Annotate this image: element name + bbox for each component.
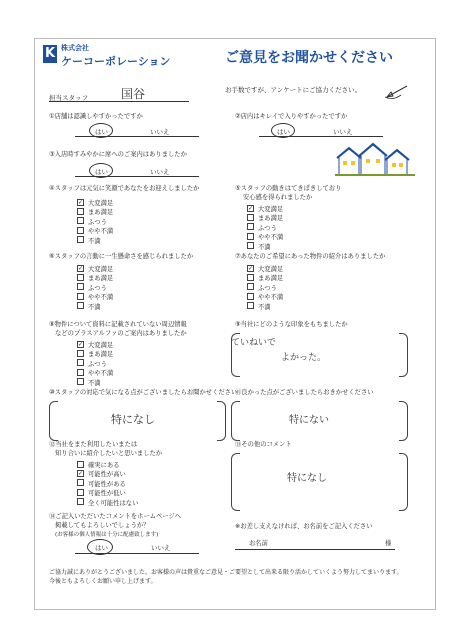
q6-options (77, 265, 113, 312)
q8-option[interactable]: やや不満 (77, 369, 113, 378)
q1-line (75, 136, 199, 137)
checkbox-icon (77, 274, 84, 281)
company-logo-icon: K (44, 46, 56, 61)
question-14-line2: 掲載してもよろしいでしょうか？ (55, 522, 150, 529)
company-prefix: 株式会社 (61, 44, 89, 52)
checkbox-icon (247, 223, 254, 230)
q12-option[interactable]: ✓ 可能性が高い (78, 469, 126, 479)
q6-option[interactable]: やや不満 (77, 293, 113, 302)
question-8-line2: などのプラスアルファのご案内はありましたか (55, 330, 187, 337)
q5-option[interactable]: 不満 (247, 243, 283, 252)
question-1: ①店舗は認識しやすかったですか (49, 113, 143, 120)
q13-bracket-right (399, 453, 408, 511)
question-8: ⑧物件について資料に記載されていない周辺情報 (49, 321, 187, 328)
q13-answer[interactable]: 特になし (287, 473, 327, 484)
question-9: ⑨当社にどのような印象をもちましたか (235, 321, 348, 328)
checkbox-icon (77, 302, 84, 309)
question-5-line2: 安心感を得られましたか (243, 194, 313, 201)
q14-line (75, 553, 199, 554)
q1-no[interactable]: いいえ (150, 128, 170, 136)
name-label: お名前 (249, 540, 268, 547)
q11-bracket-left (231, 401, 240, 441)
question-5: ⑤スタッフの動きはてきぱきしており (235, 185, 342, 192)
name-note: ※お差し支えなければ、お名前をご記入ください (235, 523, 373, 530)
staff-line (49, 101, 189, 102)
checkbox-icon (247, 242, 254, 249)
checkbox-icon (77, 283, 84, 290)
staff-label: 担当スタッフ (49, 94, 88, 102)
q7-option[interactable]: やや不満 (247, 293, 283, 302)
q14-yes[interactable]: はい (95, 544, 108, 552)
q8-options (77, 341, 113, 388)
q8-option[interactable]: まあ満足 (77, 350, 113, 359)
q3-no[interactable]: いいえ (150, 168, 170, 176)
q5-option[interactable]: ふつう (247, 224, 283, 233)
q12-option[interactable]: 全く可能性はない (77, 499, 138, 508)
footer-thanks (49, 569, 429, 586)
name-input-line[interactable] (235, 549, 395, 550)
checkbox-checked-icon: ✓ (248, 204, 254, 212)
q7-option[interactable]: 不満 (247, 303, 283, 312)
question-7: ⑦あなたのご希望にあった物件の紹介はありましたか (235, 253, 386, 260)
q3-yes[interactable]: はい (95, 168, 108, 176)
q12-option[interactable]: 可能性が低い (77, 489, 138, 498)
q11-bracket-right (399, 401, 408, 441)
pencil-icon (385, 83, 411, 99)
q12-option[interactable]: 可能性がある (77, 480, 138, 489)
staff-name: 国谷 (121, 87, 146, 101)
q14-no[interactable]: いいえ (151, 544, 171, 552)
checkbox-icon (77, 378, 84, 385)
question-14: ⑭ご記入いただいたコメントをホームページへ (49, 513, 182, 520)
q1-yes[interactable]: はい (95, 128, 108, 136)
question-6: ⑥スタッフの言動に一生懸命さを感じられましたか (49, 253, 194, 260)
houses-icon (335, 141, 415, 177)
q10-bracket-right (217, 401, 226, 441)
q8-option[interactable]: ✓ 大変満足 (78, 340, 114, 349)
checkbox-icon (77, 350, 84, 357)
q9-answer-line1[interactable]: ていねいで (231, 338, 277, 348)
checkbox-icon (247, 214, 254, 221)
checkbox-icon (77, 461, 84, 468)
checkbox-checked-icon: ✓ (248, 264, 254, 272)
q7-option[interactable]: ✓ 大変満足 (248, 264, 284, 273)
checkbox-icon (77, 227, 84, 234)
checkbox-checked-icon: ✓ (78, 198, 84, 206)
checkbox-icon (77, 359, 84, 366)
q4-option[interactable]: まあ満足 (77, 208, 113, 217)
q4-option[interactable]: ふつう (77, 218, 113, 227)
q9-answer-line2[interactable]: よかった。 (281, 353, 327, 363)
checkbox-icon (247, 293, 254, 300)
q4-option[interactable]: ✓ 大変満足 (78, 198, 114, 207)
checkbox-icon (77, 479, 84, 486)
q2-line (259, 136, 383, 137)
question-4: ④スタッフは元気に笑顔であなたをお迎えしましたか (49, 185, 200, 192)
footer-line-2: 今後ともよろしくお願い申し上げます。 (49, 577, 157, 585)
q7-options (247, 265, 283, 312)
q12-option[interactable]: 確実にある (77, 461, 138, 470)
q13-bracket-left (231, 453, 240, 511)
question-11: ⑪良かった点がございましたらおきかせください (235, 389, 374, 396)
checkbox-checked-icon: ✓ (78, 340, 84, 348)
checkbox-icon (247, 302, 254, 309)
question-14-note: (お客様の個人情報は十分に配慮致します) (55, 532, 159, 538)
q4-option[interactable]: やや不満 (77, 227, 113, 236)
question-13: ⑬その他のコメント (235, 441, 292, 448)
checkbox-icon (247, 233, 254, 240)
checkbox-icon (77, 208, 84, 215)
question-2: ②店内はキレイで入りやすかったですか (235, 113, 348, 120)
question-10: ⑩スタッフの対応で気になる点がございましたらお聞かせください (49, 389, 238, 396)
survey-sheet (34, 38, 436, 610)
q10-bracket-left (49, 401, 58, 441)
q7-option[interactable]: ふつう (247, 284, 283, 293)
checkbox-icon (247, 274, 254, 281)
q8-option[interactable]: 不満 (77, 379, 113, 388)
q6-option[interactable]: 不満 (77, 303, 113, 312)
question-12-line2: 知り合いに紹介したいと思いましたか (55, 450, 163, 457)
checkbox-icon (77, 217, 84, 224)
checkbox-icon (77, 489, 84, 496)
q2-yes[interactable]: はい (277, 128, 290, 136)
question-12: ⑫当社をまた利用したいまたは (49, 441, 138, 448)
q5-options (247, 205, 283, 252)
question-3: ③入店時すみやかに席へのご案内はありましたか (49, 151, 187, 158)
checkbox-icon (77, 498, 84, 505)
q6-option[interactable]: ✓ 大変満足 (78, 264, 114, 273)
q4-options (77, 199, 113, 246)
checkbox-icon (77, 293, 84, 300)
checkbox-icon (247, 283, 254, 290)
q9-bracket-right (399, 333, 408, 377)
company-name: ケーコーポレーション (61, 55, 171, 68)
q11-answer[interactable]: 特にない (289, 415, 329, 426)
q5-option[interactable]: やや不満 (247, 233, 283, 242)
footer-line-1: ご協力誠にありがとうございました。お客様の声は貴重なご意見・ご要望として出来る限り活かしていくよう努力してまいります。 (49, 569, 403, 576)
q3-line (75, 176, 199, 177)
page-title: ご意見をお聞かせください (225, 50, 393, 66)
checkbox-checked-icon: ✓ (78, 264, 84, 272)
q12-options (77, 461, 138, 508)
checkbox-icon (77, 236, 84, 243)
q5-option[interactable]: ✓ 大変満足 (248, 204, 284, 213)
q10-answer[interactable]: 特になし (111, 413, 155, 426)
q8-option[interactable]: ふつう (77, 360, 113, 369)
intro-text: お手数ですが、アンケートにご協力ください。 (225, 86, 362, 94)
q6-option[interactable]: まあ満足 (77, 274, 113, 283)
checkbox-checked-icon: ✓ (78, 469, 84, 477)
q5-option[interactable]: まあ満足 (247, 214, 283, 223)
q2-no[interactable]: いいえ (333, 128, 353, 136)
q7-option[interactable]: まあ満足 (247, 274, 283, 283)
q4-option[interactable]: 不満 (77, 237, 113, 246)
name-suffix: 様 (385, 540, 392, 547)
checkbox-icon (77, 369, 84, 376)
q6-option[interactable]: ふつう (77, 284, 113, 293)
